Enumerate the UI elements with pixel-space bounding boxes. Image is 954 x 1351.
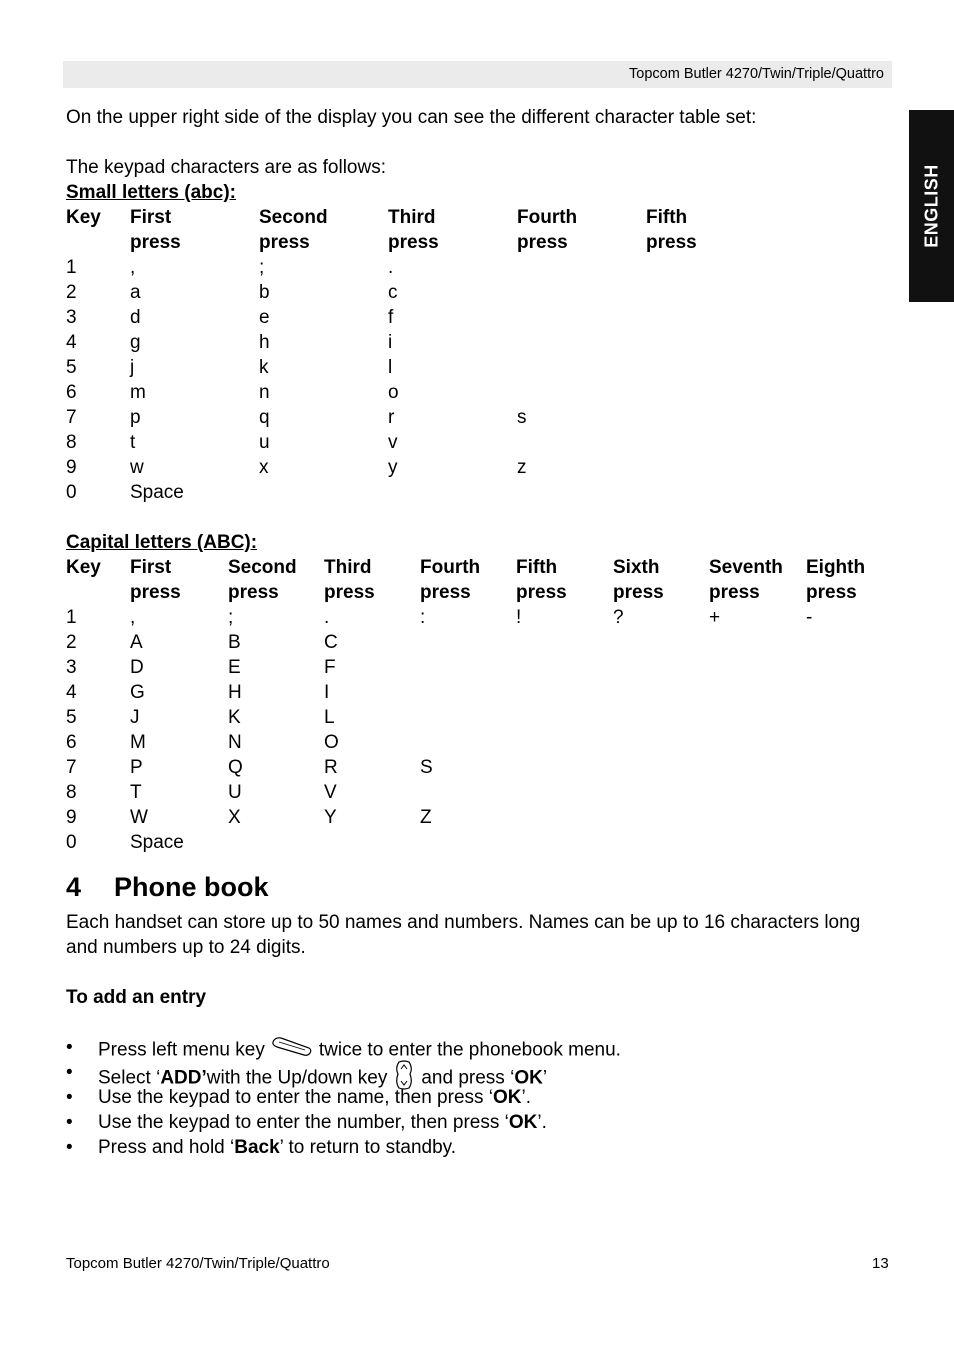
table-cell: z	[517, 457, 527, 478]
table-cell: f	[388, 307, 394, 328]
list-item: • Select ‘ADD’with the Up/down key and press ‘OK’	[66, 1060, 896, 1085]
table-cell	[806, 830, 896, 855]
table-header-cell: Eighth	[806, 557, 866, 578]
table-header-cell	[66, 580, 130, 605]
table-cell	[613, 730, 709, 755]
table-cell: 7	[66, 757, 77, 778]
table-cell: 9	[66, 807, 77, 828]
table-cell	[646, 430, 775, 455]
table-header-cell: press	[806, 582, 857, 603]
table-cell	[516, 730, 613, 755]
table-row	[66, 305, 896, 330]
table-cell: w	[130, 457, 144, 478]
table-header-cell: Fourth	[517, 207, 578, 228]
section-body: Each handset can store up to 50 names and numbers. Names can be up to 16 characters long and numbers up to 24 digits.	[66, 912, 861, 958]
table-row	[66, 255, 896, 280]
table-cell	[709, 655, 806, 680]
table-row	[66, 805, 896, 830]
table-cell: 4	[66, 332, 77, 353]
language-tab-label: ENGLISH	[921, 164, 941, 248]
table-cell: 3	[66, 307, 77, 328]
table-cell: L	[324, 707, 335, 728]
table-cell: l	[388, 357, 393, 378]
table-cell: R	[324, 757, 338, 778]
table-cell: o	[388, 382, 399, 403]
table-cell	[420, 630, 516, 655]
table-cell	[709, 680, 806, 705]
table-cell: 5	[66, 707, 77, 728]
table-cell: W	[130, 807, 148, 828]
table-cell	[646, 255, 775, 280]
table-cell: 2	[66, 632, 77, 653]
table-cell	[517, 330, 646, 355]
table-cell: V	[324, 782, 337, 803]
table-cell	[516, 655, 613, 680]
page-content	[66, 105, 896, 1160]
table-cell: h	[259, 332, 270, 353]
table-cell	[420, 730, 516, 755]
table-cell: T	[130, 782, 142, 803]
table-cell: !	[516, 607, 522, 628]
table-header-cell: Fourth	[420, 557, 481, 578]
table-cell	[806, 705, 896, 730]
table-header-cell: press	[517, 232, 568, 253]
table-row	[66, 830, 896, 855]
table-row	[66, 330, 896, 355]
table-cell	[709, 780, 806, 805]
table-cell: X	[228, 807, 241, 828]
table-row	[66, 630, 896, 655]
table-header-cell: First	[130, 557, 172, 578]
table-cell: 3	[66, 657, 77, 678]
table-cell	[709, 630, 806, 655]
table-cell	[806, 730, 896, 755]
table-header-cell: press	[709, 582, 760, 603]
table-cell: Q	[228, 757, 243, 778]
table-cell	[259, 480, 388, 505]
table-cell	[516, 780, 613, 805]
list-item: • Use the keypad to enter the number, then press ‘OK’.	[66, 1112, 547, 1133]
table-cell: ,	[130, 607, 136, 628]
table-cell	[646, 355, 775, 380]
table-cell	[228, 830, 324, 855]
table-cell	[806, 680, 896, 705]
table-cell: j	[130, 357, 135, 378]
table-cell: Z	[420, 807, 432, 828]
table-cell	[420, 655, 516, 680]
table-row	[66, 405, 896, 430]
table-header-cell: Key	[66, 557, 101, 578]
table-row	[66, 730, 896, 755]
language-tab	[909, 110, 954, 302]
table-cell: Y	[324, 807, 337, 828]
table-header-cell: press	[259, 232, 310, 253]
table-header-cell: press	[324, 582, 375, 603]
table-cell: u	[259, 432, 270, 453]
list-item: • Press and hold ‘Back’ to return to standby.	[66, 1137, 457, 1158]
table-cell	[613, 755, 709, 780]
table-cell: d	[130, 307, 141, 328]
table-cell	[613, 830, 709, 855]
small-letters-title: Small letters (abc):	[66, 182, 236, 203]
table-cell: k	[259, 357, 269, 378]
table-header-cell: First	[130, 207, 172, 228]
table-cell: K	[228, 707, 241, 728]
table-header-row	[66, 205, 896, 230]
table-row	[66, 780, 896, 805]
table-cell: y	[388, 457, 398, 478]
table-header-cell: press	[420, 582, 471, 603]
table-cell: a	[130, 282, 141, 303]
table-cell: S	[420, 757, 433, 778]
table-cell: 0	[66, 482, 77, 503]
table-cell: g	[130, 332, 141, 353]
table-cell: 0	[66, 832, 77, 853]
table-cell: c	[388, 282, 398, 303]
table-cell: I	[324, 682, 330, 703]
table-cell: Space	[130, 482, 184, 503]
table-cell	[709, 805, 806, 830]
small-letters-table	[66, 205, 896, 505]
table-row	[66, 655, 896, 680]
table-cell: ;	[228, 607, 234, 628]
table-cell	[517, 280, 646, 305]
table-cell: .	[388, 257, 394, 278]
table-cell: t	[130, 432, 136, 453]
table-header-row	[66, 230, 896, 255]
table-cell	[517, 430, 646, 455]
table-header-cell: Key	[66, 207, 101, 228]
table-header-cell: Second	[228, 557, 297, 578]
table-cell	[646, 380, 775, 405]
table-header-cell: Sixth	[613, 557, 660, 578]
table-cell	[388, 480, 517, 505]
table-cell: 2	[66, 282, 77, 303]
table-cell	[517, 380, 646, 405]
table-cell: p	[130, 407, 141, 428]
table-cell: H	[228, 682, 242, 703]
section-heading	[66, 870, 896, 904]
table-cell	[646, 455, 775, 480]
intro-keypad-text: The keypad characters are as follows:	[66, 157, 386, 178]
section-title: Phone book	[114, 872, 269, 902]
table-header-row	[66, 555, 896, 580]
table-cell	[709, 730, 806, 755]
table-cell	[516, 805, 613, 830]
table-row	[66, 430, 896, 455]
table-cell: q	[259, 407, 270, 428]
table-cell	[420, 680, 516, 705]
table-row	[66, 455, 896, 480]
capital-letters-title: Capital letters (ABC):	[66, 532, 258, 553]
table-cell: 8	[66, 432, 77, 453]
table-cell: ?	[613, 607, 624, 628]
table-row	[66, 280, 896, 305]
table-cell	[613, 805, 709, 830]
table-cell	[517, 305, 646, 330]
table-cell	[709, 755, 806, 780]
table-header-cell: press	[228, 582, 279, 603]
list-item: • Press left menu key twice to enter the phonebook menu.	[66, 1035, 896, 1060]
table-header-cell: Third	[388, 207, 436, 228]
table-cell: :	[420, 607, 426, 628]
table-cell: ,	[130, 257, 136, 278]
table-header-row	[66, 580, 896, 605]
table-cell: J	[130, 707, 140, 728]
table-row	[66, 705, 896, 730]
table-cell: Space	[130, 832, 184, 853]
table-cell	[517, 480, 646, 505]
table-row	[66, 380, 896, 405]
table-cell	[646, 280, 775, 305]
table-cell	[516, 830, 613, 855]
table-cell: A	[130, 632, 143, 653]
table-cell	[420, 830, 516, 855]
table-cell: v	[388, 432, 398, 453]
table-cell: 1	[66, 607, 77, 628]
table-header-cell: press	[613, 582, 664, 603]
table-cell: E	[228, 657, 241, 678]
table-cell	[613, 705, 709, 730]
table-header-cell: Seventh	[709, 557, 783, 578]
table-cell	[516, 705, 613, 730]
table-cell: m	[130, 382, 146, 403]
table-cell	[517, 255, 646, 280]
page-number: 13	[872, 1255, 889, 1272]
table-cell: 5	[66, 357, 77, 378]
table-cell	[709, 830, 806, 855]
table-cell: x	[259, 457, 269, 478]
table-cell: D	[130, 657, 144, 678]
table-cell: 9	[66, 457, 77, 478]
subheading-add-entry: To add an entry	[66, 987, 207, 1008]
table-row	[66, 680, 896, 705]
table-cell	[324, 830, 420, 855]
table-cell	[516, 755, 613, 780]
table-cell: r	[388, 407, 395, 428]
table-cell	[420, 705, 516, 730]
steps-list	[66, 1035, 896, 1160]
table-cell	[420, 780, 516, 805]
table-header-cell: Second	[259, 207, 328, 228]
table-cell: e	[259, 307, 270, 328]
table-cell: b	[259, 282, 270, 303]
table-cell	[613, 780, 709, 805]
table-header-cell: Fifth	[646, 207, 688, 228]
table-cell: B	[228, 632, 241, 653]
table-cell: -	[806, 607, 813, 628]
table-cell: 4	[66, 682, 77, 703]
table-header-cell: press	[130, 582, 181, 603]
table-cell: U	[228, 782, 242, 803]
table-cell: G	[130, 682, 145, 703]
table-cell	[646, 405, 775, 430]
table-cell: N	[228, 732, 242, 753]
table-cell	[516, 680, 613, 705]
table-cell	[613, 655, 709, 680]
footer-title: Topcom Butler 4270/Twin/Triple/Quattro	[66, 1255, 330, 1272]
table-header-cell: press	[646, 232, 697, 253]
table-cell	[646, 305, 775, 330]
table-header-cell: press	[130, 232, 181, 253]
table-cell	[806, 630, 896, 655]
table-header-cell: press	[516, 582, 567, 603]
table-header-cell: Fifth	[516, 557, 558, 578]
section-number: 4	[66, 872, 82, 902]
table-cell: 6	[66, 382, 77, 403]
table-cell: P	[130, 757, 143, 778]
table-cell: C	[324, 632, 338, 653]
table-cell: +	[709, 607, 721, 628]
table-cell: n	[259, 382, 270, 403]
table-cell	[646, 480, 775, 505]
table-cell: .	[324, 607, 330, 628]
table-cell: 1	[66, 257, 77, 278]
list-item: • Use the keypad to enter the name, then press ‘OK’.	[66, 1087, 532, 1108]
table-header-cell: Third	[324, 557, 372, 578]
table-cell	[806, 655, 896, 680]
table-cell	[806, 780, 896, 805]
table-cell: 6	[66, 732, 77, 753]
table-cell: s	[517, 407, 527, 428]
table-header-cell: press	[388, 232, 439, 253]
table-cell	[646, 330, 775, 355]
table-cell	[613, 680, 709, 705]
table-header-cell	[66, 230, 130, 255]
header-title: Topcom Butler 4270/Twin/Triple/Quattro	[629, 66, 884, 82]
table-row	[66, 605, 896, 630]
intro-display-text: On the upper right side of the display you can see the different character table set:	[66, 107, 757, 128]
table-row	[66, 480, 896, 505]
table-cell: i	[388, 332, 393, 353]
table-row	[66, 355, 896, 380]
table-cell: 7	[66, 407, 77, 428]
table-cell	[516, 630, 613, 655]
capital-letters-table	[66, 555, 896, 855]
table-cell	[709, 705, 806, 730]
table-cell: F	[324, 657, 336, 678]
table-row	[66, 755, 896, 780]
table-cell	[517, 355, 646, 380]
table-cell: M	[130, 732, 146, 753]
header-bar	[63, 61, 892, 88]
table-cell	[806, 805, 896, 830]
table-cell: O	[324, 732, 339, 753]
table-cell: 8	[66, 782, 77, 803]
table-cell	[613, 630, 709, 655]
table-cell	[806, 755, 896, 780]
table-cell: ;	[259, 257, 265, 278]
